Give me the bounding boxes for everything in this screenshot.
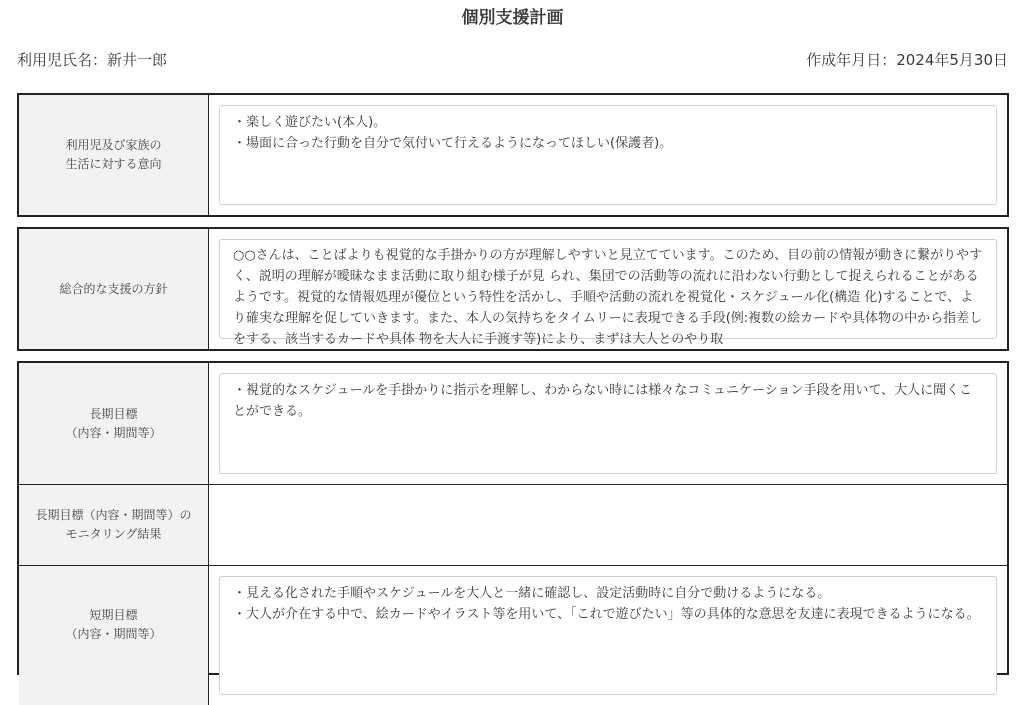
policy-content xyxy=(209,229,1007,349)
long-term-label: 長期目標 （内容・期間等） xyxy=(19,363,209,484)
long-term-content xyxy=(209,363,1007,484)
child-name: 利用児氏名：新井一郎 xyxy=(17,51,168,69)
short-term-content xyxy=(209,566,1007,705)
long-term-row xyxy=(19,363,1007,484)
intent-row xyxy=(19,95,1007,215)
intent-label: 利用児及び家族の 生活に対する意向 xyxy=(19,95,209,215)
policy-row xyxy=(19,229,1007,349)
page-title: 個別支援計画 xyxy=(461,8,564,28)
long-term-textarea[interactable]: ・視覚的なスケジュールを手掛かりに指示を理解し、わからない時には様々なコミュニケーション手段を用いて、大人に聞くことができる。 xyxy=(219,373,997,474)
short-term-row xyxy=(19,565,1007,705)
goals-section xyxy=(17,361,1009,675)
policy-section xyxy=(17,227,1009,351)
long-term-monitoring-label: 長期目標（内容・期間等）の モニタリング結果 xyxy=(19,485,209,565)
intent-content xyxy=(209,95,1007,215)
policy-textarea[interactable]: ○○さんは、ことばよりも視覚的な手掛かりの方が理解しやすいと見立てています。このため、目の前の情報が動きに繋がりやすく、説明の理解が曖昧なまま活動に取り組む様子が見 られ、集団での活動等の流れに沿わない行動として捉えられることがあるようです。視覚的な情報処理が優位という特性を活かし、手順や活動の流れを視覚化・スケジュール化(構造 化)することで、より確実な理解を促していきます。また、本人の気持ちをタイムリーに表現できる手段(例:複数の絵カードや具体物の中から指差しをする、該当するカードや具体 物を大人に手渡す等)により、まずは大人とのやり取 xyxy=(219,239,997,339)
intent-section xyxy=(17,93,1009,217)
intent-textarea[interactable]: ・楽しく遊びたい(本人)。 ・場面に合った行動を自分で気付いて行えるようになってほしい(保護者)。 xyxy=(219,105,997,205)
policy-label: 総合的な支援の方針 xyxy=(19,229,209,349)
short-term-label: 短期目標 （内容・期間等） xyxy=(19,566,209,705)
long-term-monitoring-value xyxy=(209,485,1007,565)
short-term-textarea[interactable]: ・見える化された手順やスケジュールを大人と一緒に確認し、設定活動時に自分で動けるようになる。 ・大人が介在する中で、絵カードやイラスト等を用いて、「これで遊びたい」等の具体的な意思を友達に表現できるようになる。 xyxy=(219,576,997,695)
long-term-monitoring-row xyxy=(19,484,1007,565)
created-date: 作成年月日：2024年5月30日 xyxy=(806,51,1008,69)
